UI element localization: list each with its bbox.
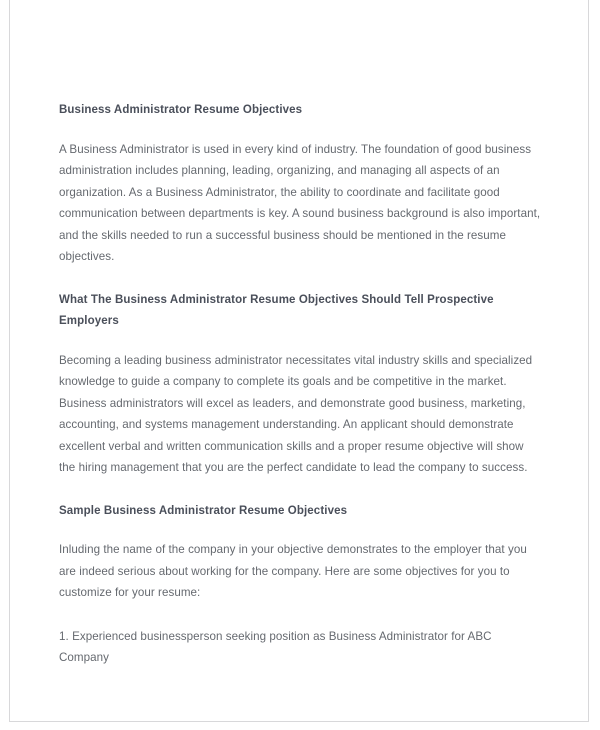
paragraph-sample-intro: Inluding the name of the company in your objective demonstrates to the employer that you are indeed serious about working for the company. Here are some objectives for you to customize for your resume:	[59, 543, 527, 599]
paragraph-intro: A Business Administrator is used in every kind of industry. The foundation of good business administration includes planning, leading, organizing, and managing all aspects of an organization. As a Business Administrator, the ability to coordinate and facilitate good communication between departments is key. A sound business background is also important, and the skills needed to run a successful business should be mentioned in the resume objectives.	[59, 142, 541, 263]
spacer	[59, 333, 543, 350]
heading-business-administrator-resume-objectives: Business Administrator Resume Objectives	[59, 104, 303, 116]
spacer	[59, 522, 543, 539]
paragraph-what-objectives-should-tell: Becoming a leading business administrator necessitates vital industry skills and specialized knowledge to guide a company to complete its goals and be competitive in the market. Business administrators will excel as leaders, and demonstrate good business, marketing, accounting, and systems management understanding. An applicant should demonstrate excellent verbal and written communication skills and a proper resume objective will show the hiring management that you are the perfect candidate to lead the company to success.	[59, 353, 533, 474]
heading-what-objectives-should-tell: What The Business Administrator Resume Objectives Should Tell Prospective Employers	[59, 293, 494, 327]
heading-sample-resume-objectives: Sample Business Administrator Resume Objectives	[59, 504, 348, 517]
spacer	[59, 122, 543, 139]
spacer	[59, 268, 543, 290]
document-page	[9, 0, 589, 722]
objective-list-item-1: 1. Experienced businessperson seeking position as Business Administrator for ABC Company	[59, 629, 492, 664]
spacer	[59, 604, 543, 626]
document-content	[59, 100, 543, 669]
spacer	[59, 479, 543, 501]
